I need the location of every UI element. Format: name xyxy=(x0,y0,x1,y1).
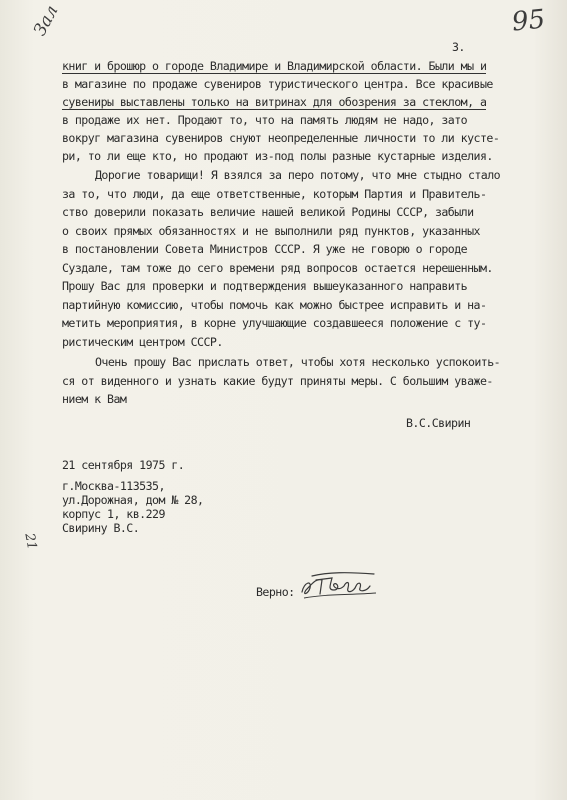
signature-name: В.С.Свирин xyxy=(406,416,471,430)
body-line: Очень прошу Вас прислать ответ, чтобы хотя несколько успокоить- xyxy=(95,355,501,369)
body-line: в постановлении Совета Министров СССР. Я уже не говорю о городе xyxy=(62,242,468,256)
verno-label: Верно: xyxy=(256,585,295,599)
address-line: ул.Дорожная, дом № 28, xyxy=(62,493,204,507)
body-line: Суздале, там тоже до сего времени ряд вопросов остается нерешенным. xyxy=(62,261,493,275)
body-line: вокруг магазина сувениров снуют неопределенные личности то ли кусте- xyxy=(62,131,500,145)
address-line: г.Москва-113535, xyxy=(62,479,165,493)
body-line: ся от виденного и узнать какие будут приняты меры. С большим уваже- xyxy=(62,374,493,388)
body-line: нием к Вам xyxy=(62,392,127,406)
address-line: корпус 1, кв.229 xyxy=(62,507,165,521)
body-line: метить мероприятия, в корне улучшающие создавшееся положение с ту- xyxy=(62,316,487,330)
body-line: в магазине по продаже сувениров туристического центра. Все красивые xyxy=(62,77,493,91)
body-line: ри, то ли еще кто, но продают из-под полы разные кустарные изделия. xyxy=(62,149,493,163)
body-line: Прошу Вас для проверки и подтверждения вышеуказанного направить xyxy=(62,279,468,293)
body-line: в продаже их нет. Продают то, что на память людям не надо, зато xyxy=(62,113,468,127)
body-line: книг и брошюр о городе Владимире и Владимирской области. Были мы и xyxy=(62,59,487,73)
handwritten-page-number: 95 xyxy=(510,4,547,38)
verno-signature xyxy=(298,568,380,602)
letter-date: 21 сентября 1975 г. xyxy=(62,458,185,472)
address-line: Свирину В.С. xyxy=(62,521,140,535)
handwritten-signature-icon xyxy=(298,568,380,602)
body-line: за то, что люди, да еще ответственные, которым Партия и Правитель- xyxy=(62,187,487,201)
body-line: о своих прямых обязанностях и не выполнили ряд пунктов, указанных xyxy=(62,224,480,238)
handwritten-note-top-left: Зал xyxy=(30,2,63,40)
body-line: ство доверили показать величие нашей великой Родины СССР, забыли xyxy=(62,205,474,219)
body-line: Дорогие товарищи! Я взялся за перо потому, что мне стыдно стало xyxy=(95,168,501,182)
body-line: сувениры выставлены только на витринах для обозрения за стеклом, а xyxy=(62,95,487,109)
body-line: ристическим центром СССР. xyxy=(62,335,223,349)
body-line: партийную комиссию, чтобы помочь как можно быстрее исправить и на- xyxy=(62,298,487,312)
handwritten-side-mark: 21 xyxy=(21,532,40,551)
page-number: 3. xyxy=(452,40,465,54)
